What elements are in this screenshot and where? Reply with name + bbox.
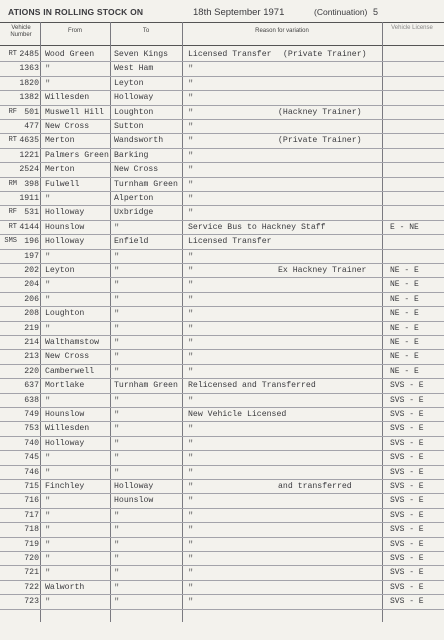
cell-reason: " [188, 323, 194, 334]
cell-to: " [114, 309, 120, 320]
cell-reason-note: (Private Trainer) [278, 136, 362, 146]
cell-from: Muswell Hill [45, 107, 104, 117]
cell-to: " [114, 222, 120, 233]
cell-from: " [45, 554, 51, 564]
cell-vehicle-number: 214 [24, 338, 39, 347]
cell-from: " [45, 597, 51, 608]
cell-from: Mortlake [45, 381, 85, 391]
cell-reason: " [188, 194, 194, 204]
cell-vehicle-number: 204 [24, 280, 39, 290]
cell-to: " [114, 410, 120, 420]
cell-from: Leyton [45, 266, 75, 275]
cell-to: " [114, 424, 120, 435]
cell-class: SMS [4, 237, 17, 246]
cell-vehicle-license: E - NE [390, 222, 419, 232]
cell-from: Willesden [45, 424, 90, 434]
cell-vehicle-number: 531 [24, 208, 39, 218]
table-row [0, 364, 444, 378]
table-row [0, 508, 444, 522]
cell-reason-note: (Private Trainer) [283, 50, 367, 59]
table-row [0, 493, 444, 507]
cell-reason: Licensed Transfer [188, 50, 272, 59]
cell-class: RT [8, 222, 17, 231]
table-row [0, 76, 444, 90]
table-row [0, 479, 444, 493]
col-header-vehicle: Vehicle License [391, 25, 433, 31]
cell-from: Holloway [45, 237, 85, 247]
col-header-number: Vehicle Number [10, 25, 32, 38]
cell-vehicle-number: 196 [24, 237, 39, 247]
header-rule-top [0, 22, 444, 23]
col-header-to: To [142, 28, 150, 34]
cell-vehicle-number: 1911 [19, 194, 39, 203]
cell-reason: " [188, 582, 194, 593]
cell-from: Loughton [45, 309, 85, 319]
col-header-reason: Reason for variation [255, 28, 309, 34]
cell-reason: " [188, 136, 194, 147]
cell-from: Merton [45, 165, 75, 175]
cell-vehicle-number: 2485 [19, 50, 39, 59]
page-number: 5 [373, 7, 379, 17]
cell-reason: " [188, 93, 194, 104]
cell-class: RM [8, 179, 17, 188]
cell-vehicle-license: NE - E [390, 266, 419, 275]
cell-to: Sutton [114, 122, 144, 131]
cell-reason: Relicensed and Transferred [188, 381, 316, 391]
table-row [0, 580, 444, 594]
cell-from: " [45, 78, 51, 89]
cell-to: Uxbridge [114, 208, 154, 218]
cell-vehicle-license: SVS - E [390, 539, 424, 549]
cell-vehicle-license: SVS - E [390, 467, 424, 477]
cell-vehicle-number: 220 [24, 366, 39, 376]
continuation-label: (Continuation) [314, 7, 368, 17]
cell-to: Wandsworth [114, 136, 164, 146]
cell-from: " [45, 539, 51, 550]
cell-to: " [114, 323, 120, 334]
cell-vehicle-number: 722 [24, 582, 39, 592]
cell-to: " [114, 597, 120, 608]
cell-vehicle-number: 637 [24, 381, 39, 391]
cell-vehicle-number: 4144 [19, 222, 39, 232]
cell-reason: " [188, 64, 194, 75]
cell-reason: " [188, 78, 194, 89]
cell-vehicle-license: NE - E [390, 280, 419, 290]
cell-class: RF [8, 208, 17, 217]
cell-vehicle-license: SVS - E [390, 395, 424, 405]
table-row [0, 551, 444, 565]
cell-from: " [45, 568, 51, 579]
cell-reason: " [188, 424, 194, 435]
cell-from: Holloway [45, 438, 85, 448]
cell-vehicle-number: 723 [24, 597, 39, 607]
cell-vehicle-license: NE - E [390, 366, 419, 376]
cell-vehicle-license: SVS - E [390, 496, 424, 506]
cell-from: New Cross [45, 122, 90, 131]
col-header-from: From [68, 28, 82, 34]
cell-vehicle-number: 719 [24, 539, 39, 549]
cell-reason: " [188, 510, 194, 521]
cell-from: Palmers Green [45, 150, 109, 160]
cell-vehicle-number: 197 [24, 251, 39, 261]
cell-to: " [114, 338, 120, 348]
table-row [0, 393, 444, 407]
cell-to: " [114, 467, 120, 478]
cell-to: " [114, 352, 120, 363]
cell-vehicle-license: SVS - E [390, 525, 424, 535]
cell-reason: " [188, 107, 194, 118]
cell-vehicle-number: 1363 [19, 64, 39, 74]
cell-vehicle-number: 219 [24, 323, 39, 333]
cell-vehicle-number: 4635 [19, 136, 39, 146]
cell-reason: " [188, 539, 194, 550]
cell-reason: " [188, 366, 194, 377]
cell-vehicle-license: NE - E [390, 323, 419, 333]
page-title: ATIONS IN ROLLING STOCK ON [8, 7, 144, 17]
table-row [0, 277, 444, 291]
page-header [0, 0, 444, 24]
cell-reason: " [188, 496, 194, 507]
cell-from: " [45, 453, 51, 464]
cell-vehicle-license: SVS - E [390, 453, 424, 463]
table-row [0, 47, 444, 61]
cell-to: " [114, 453, 120, 464]
cell-vehicle-license: SVS - E [390, 381, 424, 391]
cell-reason: " [188, 208, 194, 219]
cell-from: Walworth [45, 582, 85, 592]
cell-from: " [45, 510, 51, 521]
cell-from: Finchley [45, 482, 85, 491]
cell-to: " [114, 525, 120, 536]
table-row [0, 450, 444, 464]
cell-to: New Cross [114, 165, 159, 175]
table-row [0, 537, 444, 551]
cell-vehicle-license: SVS - E [390, 510, 424, 520]
table-row [0, 263, 444, 277]
table-row [0, 335, 444, 349]
cell-vehicle-number: 1820 [19, 78, 39, 88]
cell-vehicle-number: 213 [24, 352, 39, 362]
table-row [0, 594, 444, 608]
cell-vehicle-number: 717 [24, 510, 39, 520]
table-row [0, 234, 444, 248]
cell-vehicle-number: 2524 [19, 165, 39, 175]
cell-reason: " [188, 554, 194, 564]
cell-vehicle-number: 715 [24, 482, 39, 491]
cell-reason: " [188, 453, 194, 464]
cell-vehicle-license: NE - E [390, 352, 419, 362]
table-row [0, 349, 444, 363]
cell-from: Wood Green [45, 50, 95, 59]
cell-to: " [114, 554, 120, 564]
cell-from: Fulwell [45, 179, 80, 189]
cell-reason: " [188, 568, 194, 579]
table-row [0, 61, 444, 75]
cell-to: Turnham Green [114, 179, 178, 189]
cell-from: " [45, 251, 51, 262]
cell-to: " [114, 568, 120, 579]
cell-vehicle-license: SVS - E [390, 597, 424, 607]
cell-from: Camberwell [45, 366, 95, 376]
cell-reason: " [188, 280, 194, 291]
cell-to: " [114, 280, 120, 291]
cell-to: " [114, 395, 120, 406]
cell-vehicle-number: 501 [24, 107, 39, 117]
cell-vehicle-number: 745 [24, 453, 39, 463]
cell-class: RF [8, 107, 17, 116]
page-date: 18th September 1971 [193, 7, 285, 18]
cell-to: Holloway [114, 93, 154, 103]
cell-from: " [45, 525, 51, 536]
cell-from: Hounslow [45, 410, 85, 419]
table-row [0, 292, 444, 306]
table-row [0, 90, 444, 104]
table-row [0, 191, 444, 205]
cell-to: Turnham Green [114, 381, 178, 391]
table-row [0, 133, 444, 147]
cell-reason: " [188, 438, 194, 449]
cell-reason: " [188, 338, 194, 348]
cell-vehicle-number: 718 [24, 525, 39, 535]
cell-vehicle-number: 477 [24, 122, 39, 131]
cell-from: " [45, 280, 51, 291]
cell-to: " [114, 251, 120, 262]
cell-from: " [45, 294, 51, 305]
cell-reason: " [188, 597, 194, 608]
cell-vehicle-license: SVS - E [390, 482, 424, 491]
cell-reason: " [188, 251, 194, 262]
cell-to: Barking [114, 150, 149, 160]
cell-reason: Service Bus to Hackney Staff [188, 222, 326, 232]
cell-class: RT [8, 136, 17, 145]
cell-reason: " [188, 467, 194, 478]
cell-vehicle-number: 753 [24, 424, 39, 434]
cell-to: " [114, 539, 120, 550]
table-row [0, 436, 444, 450]
table-row [0, 465, 444, 479]
cell-vehicle-number: 208 [24, 309, 39, 319]
cell-vehicle-number: 740 [24, 438, 39, 448]
cell-from: Holloway [45, 208, 85, 218]
row-rule [0, 609, 444, 610]
cell-vehicle-number: 721 [24, 568, 39, 578]
cell-to: " [114, 366, 120, 377]
cell-from: " [45, 395, 51, 406]
cell-to: Loughton [114, 107, 154, 117]
table-row [0, 177, 444, 191]
cell-vehicle-license: SVS - E [390, 410, 424, 419]
table-row [0, 220, 444, 234]
cell-reason: " [188, 294, 194, 305]
cell-to: Alperton [114, 194, 154, 203]
cell-to: Seven Kings [114, 50, 169, 59]
table-row [0, 321, 444, 335]
cell-to: " [114, 266, 120, 276]
cell-reason: " [188, 179, 194, 190]
cell-reason: New Vehicle Licensed [188, 410, 287, 419]
table-row [0, 105, 444, 119]
table-row [0, 421, 444, 435]
cell-from: Willesden [45, 93, 90, 103]
table-row [0, 522, 444, 536]
cell-reason-note: Ex Hackney Trainer [278, 266, 367, 275]
cell-vehicle-number: 206 [24, 294, 39, 304]
cell-from: " [45, 467, 51, 478]
table-row [0, 119, 444, 133]
cell-from: Merton [45, 136, 75, 146]
cell-to: " [114, 294, 120, 305]
cell-reason: " [188, 165, 194, 176]
cell-reason: " [188, 352, 194, 363]
cell-to: " [114, 510, 120, 521]
cell-vehicle-number: 720 [24, 554, 39, 563]
cell-vehicle-number: 202 [24, 266, 39, 275]
cell-class: RT [8, 50, 17, 58]
cell-vehicle-license: SVS - E [390, 424, 424, 434]
cell-from: " [45, 323, 51, 334]
cell-reason: Licensed Transfer [188, 237, 272, 247]
cell-vehicle-license: SVS - E [390, 582, 424, 592]
cell-from: Walthamstow [45, 338, 100, 347]
cell-vehicle-number: 716 [24, 496, 39, 506]
cell-to: Holloway [114, 482, 154, 491]
cell-to: Hounslow [114, 496, 154, 506]
cell-vehicle-license: SVS - E [390, 554, 424, 563]
cell-to: Enfield [114, 237, 149, 247]
cell-reason: " [188, 482, 194, 492]
cell-reason-note: and transferred [278, 482, 352, 491]
cell-reason: " [188, 309, 194, 320]
cell-reason: " [188, 395, 194, 406]
cell-reason: " [188, 150, 194, 161]
cell-vehicle-license: NE - E [390, 338, 419, 347]
cell-vehicle-number: 1221 [19, 150, 39, 160]
cell-from: " [45, 194, 51, 204]
cell-to: " [114, 438, 120, 449]
table-row [0, 205, 444, 219]
cell-from: " [45, 496, 51, 507]
cell-to: " [114, 582, 120, 593]
cell-vehicle-number: 749 [24, 410, 39, 419]
cell-vehicle-number: 398 [24, 179, 39, 189]
cell-reason: " [188, 122, 194, 132]
cell-reason: " [188, 266, 194, 276]
cell-from: " [45, 64, 51, 75]
header-rule-bottom [0, 45, 444, 46]
table-row [0, 565, 444, 579]
cell-vehicle-number: 638 [24, 395, 39, 405]
table-row [0, 148, 444, 162]
cell-vehicle-number: 1382 [19, 93, 39, 103]
cell-from: Hounslow [45, 222, 85, 232]
table-row [0, 378, 444, 392]
cell-to: Leyton [114, 78, 144, 88]
table-row [0, 306, 444, 320]
cell-reason: " [188, 525, 194, 536]
cell-vehicle-license: SVS - E [390, 568, 424, 578]
cell-to: West Ham [114, 64, 154, 74]
cell-vehicle-license: NE - E [390, 294, 419, 304]
table-row [0, 162, 444, 176]
cell-reason-note: (Hackney Trainer) [278, 107, 362, 117]
cell-vehicle-license: NE - E [390, 309, 419, 319]
cell-vehicle-license: SVS - E [390, 438, 424, 448]
table-row [0, 407, 444, 421]
table-row [0, 249, 444, 263]
cell-vehicle-number: 746 [24, 467, 39, 477]
cell-from: New Cross [45, 352, 90, 362]
